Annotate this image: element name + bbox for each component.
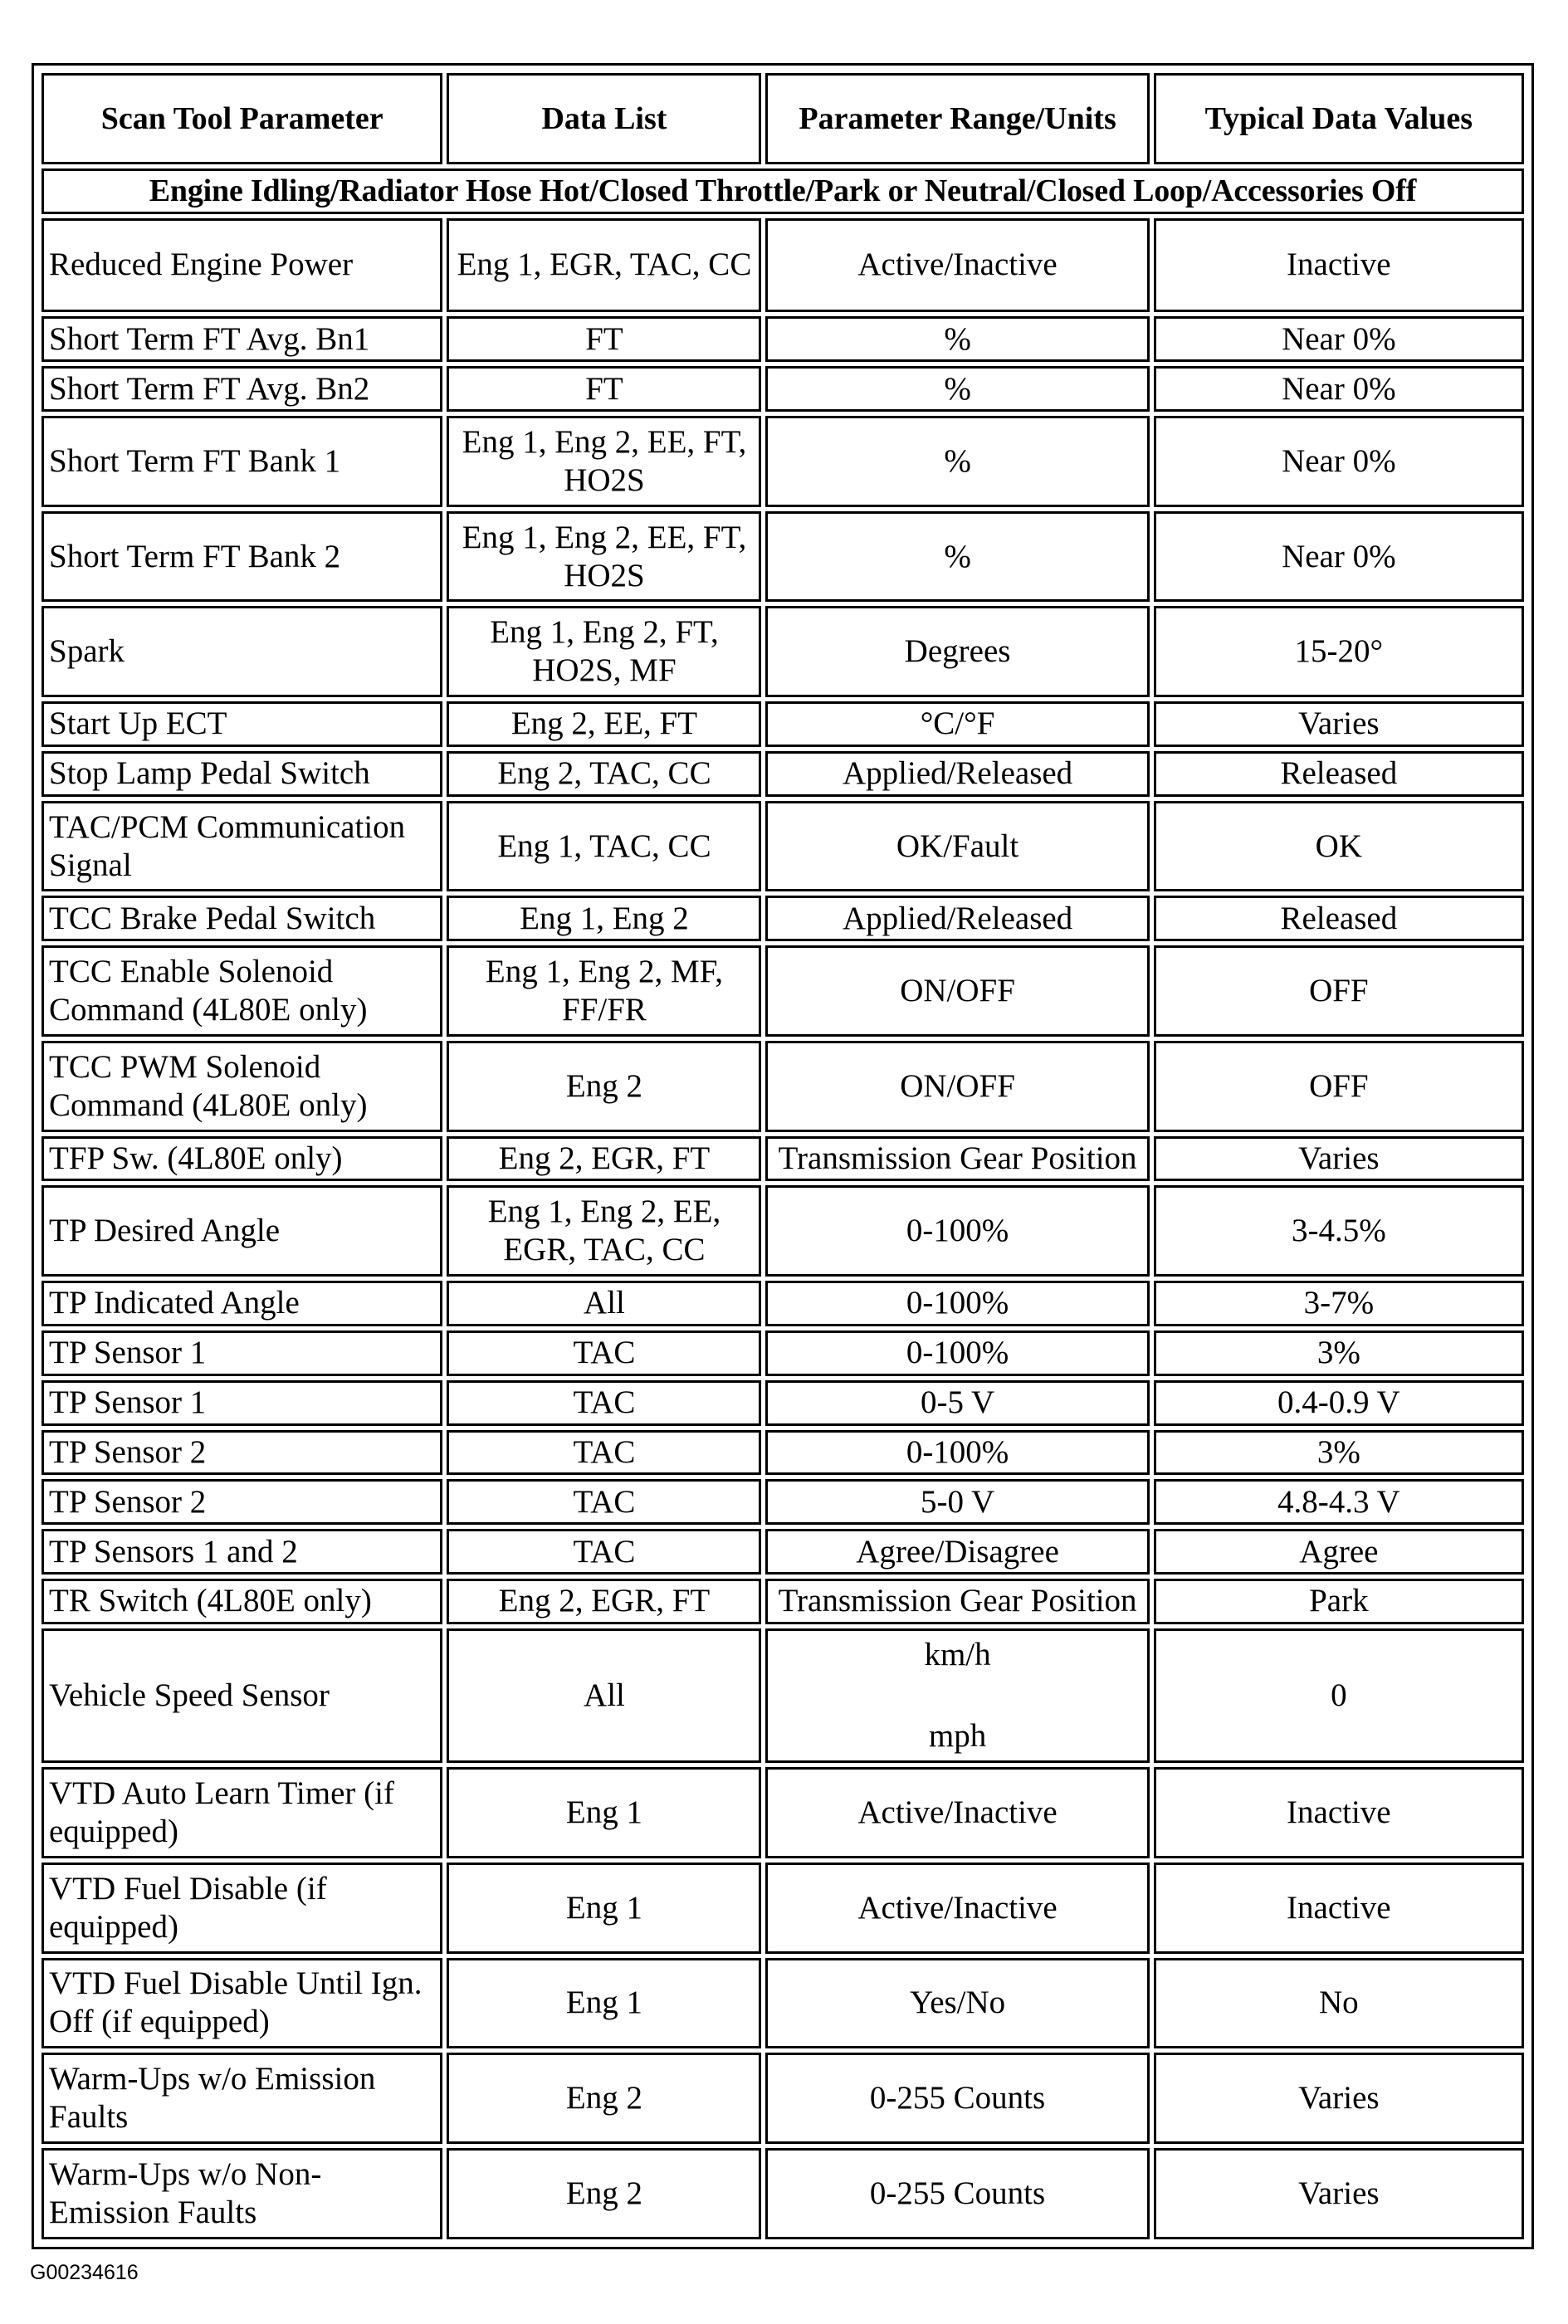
table-row	[42, 511, 1524, 603]
cell-parameter: Short Term FT Bank 1	[42, 416, 442, 507]
table-row	[42, 1041, 1524, 1132]
cell-range-units: 0-100%	[765, 1430, 1149, 1476]
cell-parameter: TP Sensor 2	[42, 1430, 442, 1476]
cell-data-list: TAC	[447, 1430, 761, 1476]
table-row	[42, 606, 1524, 697]
cell-typical-value: Near 0%	[1154, 511, 1524, 603]
cell-parameter: TP Sensor 1	[42, 1380, 442, 1426]
table-row	[42, 1628, 1524, 1763]
cell-parameter: TFP Sw. (4L80E only)	[42, 1136, 442, 1182]
cell-range-units: 0-100%	[765, 1185, 1149, 1277]
cell-parameter: VTD Fuel Disable Until Ign. Off (if equipped)	[42, 1958, 442, 2049]
table-row	[42, 366, 1524, 412]
header-parameter-range-units: Parameter Range/Units	[765, 73, 1149, 164]
cell-parameter: Short Term FT Avg. Bn1	[42, 316, 442, 362]
cell-range-units	[765, 1628, 1149, 1763]
cell-typical-value: Varies	[1154, 701, 1524, 747]
cell-range-units: %	[765, 511, 1149, 603]
table-row	[42, 1958, 1524, 2049]
cell-range-units: Active/Inactive	[765, 1767, 1149, 1858]
cell-typical-value: 0	[1154, 1628, 1524, 1763]
cell-typical-value: 3-4.5%	[1154, 1185, 1524, 1277]
table-row	[42, 218, 1524, 313]
cell-typical-value: OK	[1154, 801, 1524, 892]
cell-range-units: 0-255 Counts	[765, 2148, 1149, 2239]
cell-data-list: All	[447, 1628, 761, 1763]
cell-data-list: TAC	[447, 1330, 761, 1376]
cell-data-list: Eng 1, Eng 2, EE, EGR, TAC, CC	[447, 1185, 761, 1277]
vss-unit-mph: mph	[928, 1718, 987, 1755]
cell-typical-value: No	[1154, 1958, 1524, 2049]
cell-typical-value: 0.4-0.9 V	[1154, 1380, 1524, 1426]
table-row	[42, 1529, 1524, 1575]
header-data-list: Data List	[447, 73, 761, 164]
cell-typical-value: 3-7%	[1154, 1281, 1524, 1326]
cell-range-units: 0-5 V	[765, 1380, 1149, 1426]
cell-parameter: TP Sensor 1	[42, 1330, 442, 1376]
cell-data-list: TAC	[447, 1380, 761, 1426]
cell-data-list: TAC	[447, 1529, 761, 1575]
cell-data-list: Eng 1, Eng 2, MF, FF/FR	[447, 945, 761, 1037]
table-row	[42, 701, 1524, 747]
table-row	[42, 1330, 1524, 1376]
cell-typical-value: Near 0%	[1154, 416, 1524, 507]
table-row	[42, 1380, 1524, 1426]
cell-parameter: Reduced Engine Power	[42, 218, 442, 313]
cell-data-list: FT	[447, 366, 761, 412]
cell-parameter: TR Switch (4L80E only)	[42, 1579, 442, 1624]
cell-typical-value: Near 0%	[1154, 366, 1524, 412]
cell-parameter: TP Indicated Angle	[42, 1281, 442, 1326]
table-row	[42, 945, 1524, 1037]
cell-data-list: Eng 2, EGR, FT	[447, 1579, 761, 1624]
cell-range-units: Yes/No	[765, 1958, 1149, 2049]
table-row	[42, 2148, 1524, 2239]
cell-data-list: Eng 2	[447, 2148, 761, 2239]
figure-code: G00234616	[30, 2261, 139, 2284]
cell-parameter: TAC/PCM Communication Signal	[42, 801, 442, 892]
cell-typical-value: Inactive	[1154, 218, 1524, 313]
table-row	[42, 1479, 1524, 1525]
cell-range-units: Degrees	[765, 606, 1149, 697]
header-row	[42, 73, 1524, 164]
cell-range-units: 0-255 Counts	[765, 2053, 1149, 2144]
cell-typical-value: Agree	[1154, 1529, 1524, 1575]
cell-parameter: Vehicle Speed Sensor	[42, 1628, 442, 1763]
cell-parameter: VTD Fuel Disable (if equipped)	[42, 1863, 442, 1954]
cell-range-units: Transmission Gear Position	[765, 1136, 1149, 1182]
cell-parameter: Short Term FT Avg. Bn2	[42, 366, 442, 412]
cell-data-list: Eng 2, TAC, CC	[447, 751, 761, 797]
cell-data-list: Eng 1	[447, 1958, 761, 2049]
vss-unit-kmh: km/h	[924, 1637, 991, 1673]
cell-typical-value: Park	[1154, 1579, 1524, 1624]
cell-range-units: %	[765, 366, 1149, 412]
cell-typical-value: Varies	[1154, 1136, 1524, 1182]
cell-parameter: Start Up ECT	[42, 701, 442, 747]
header-scan-tool-parameter: Scan Tool Parameter	[42, 73, 442, 164]
cell-parameter: TP Sensors 1 and 2	[42, 1529, 442, 1575]
cell-parameter: Stop Lamp Pedal Switch	[42, 751, 442, 797]
cell-range-units: Transmission Gear Position	[765, 1579, 1149, 1624]
table-row	[42, 1430, 1524, 1476]
cell-data-list: Eng 1, EGR, TAC, CC	[447, 218, 761, 313]
cell-typical-value: Varies	[1154, 2148, 1524, 2239]
cell-range-units: Active/Inactive	[765, 1863, 1149, 1954]
cell-data-list: Eng 1, TAC, CC	[447, 801, 761, 892]
condition-row	[42, 168, 1524, 214]
cell-typical-value: 3%	[1154, 1430, 1524, 1476]
cell-data-list: Eng 1, Eng 2, EE, FT, HO2S	[447, 511, 761, 603]
cell-typical-value: Varies	[1154, 2053, 1524, 2144]
table-row	[42, 1579, 1524, 1624]
table-row	[42, 801, 1524, 892]
cell-parameter: Spark	[42, 606, 442, 697]
table-row	[42, 1185, 1524, 1277]
cell-range-units: 5-0 V	[765, 1479, 1149, 1525]
header-typical-data-values: Typical Data Values	[1154, 73, 1524, 164]
cell-range-units: Agree/Disagree	[765, 1529, 1149, 1575]
table-row	[42, 896, 1524, 941]
cell-data-list: Eng 1	[447, 1863, 761, 1954]
cell-parameter: TCC Brake Pedal Switch	[42, 896, 442, 941]
cell-range-units: ON/OFF	[765, 1041, 1149, 1132]
cell-typical-value: Released	[1154, 751, 1524, 797]
cell-typical-value: Inactive	[1154, 1767, 1524, 1858]
cell-typical-value: Near 0%	[1154, 316, 1524, 362]
cell-range-units: OK/Fault	[765, 801, 1149, 892]
cell-data-list: FT	[447, 316, 761, 362]
cell-data-list: Eng 2, EE, FT	[447, 701, 761, 747]
cell-range-units: %	[765, 416, 1149, 507]
cell-range-units: 0-100%	[765, 1330, 1149, 1376]
cell-parameter: Short Term FT Bank 2	[42, 511, 442, 603]
cell-typical-value: 15-20°	[1154, 606, 1524, 697]
table-row	[42, 751, 1524, 797]
cell-typical-value: Inactive	[1154, 1863, 1524, 1954]
cell-data-list: Eng 2, EGR, FT	[447, 1136, 761, 1182]
cell-parameter: TCC PWM Solenoid Command (4L80E only)	[42, 1041, 442, 1132]
cell-parameter: Warm-Ups w/o Non-Emission Faults	[42, 2148, 442, 2239]
cell-data-list: Eng 1	[447, 1767, 761, 1858]
cell-parameter: Warm-Ups w/o Emission Faults	[42, 2053, 442, 2144]
cell-data-list: Eng 1, Eng 2, FT, HO2S, MF	[447, 606, 761, 697]
table-row	[42, 1767, 1524, 1858]
scan-tool-data-table	[37, 69, 1528, 2243]
data-table-frame	[32, 63, 1534, 2249]
cell-range-units: Applied/Released	[765, 896, 1149, 941]
table-row	[42, 316, 1524, 362]
cell-parameter: TP Sensor 2	[42, 1479, 442, 1525]
cell-typical-value: 3%	[1154, 1330, 1524, 1376]
cell-range-units: Active/Inactive	[765, 218, 1149, 313]
cell-data-list: Eng 2	[447, 2053, 761, 2144]
cell-parameter: TCC Enable Solenoid Command (4L80E only)	[42, 945, 442, 1037]
condition-banner: Engine Idling/Radiator Hose Hot/Closed Throttle/Park or Neutral/Closed Loop/Accessories Off	[42, 168, 1524, 214]
table-row	[42, 416, 1524, 507]
table-row	[42, 1136, 1524, 1182]
cell-parameter: TP Desired Angle	[42, 1185, 442, 1277]
cell-typical-value: OFF	[1154, 945, 1524, 1037]
cell-data-list: TAC	[447, 1479, 761, 1525]
cell-data-list: Eng 1, Eng 2	[447, 896, 761, 941]
cell-typical-value: 4.8-4.3 V	[1154, 1479, 1524, 1525]
cell-typical-value: Released	[1154, 896, 1524, 941]
cell-data-list: Eng 1, Eng 2, EE, FT, HO2S	[447, 416, 761, 507]
cell-range-units: 0-100%	[765, 1281, 1149, 1326]
cell-data-list: Eng 2	[447, 1041, 761, 1132]
cell-range-units: Applied/Released	[765, 751, 1149, 797]
table-row	[42, 1863, 1524, 1954]
cell-range-units: %	[765, 316, 1149, 362]
cell-typical-value: OFF	[1154, 1041, 1524, 1132]
table-row	[42, 2053, 1524, 2144]
cell-range-units: °C/°F	[765, 701, 1149, 747]
cell-range-units: ON/OFF	[765, 945, 1149, 1037]
cell-parameter: VTD Auto Learn Timer (if equipped)	[42, 1767, 442, 1858]
cell-data-list: All	[447, 1281, 761, 1326]
table-row	[42, 1281, 1524, 1326]
